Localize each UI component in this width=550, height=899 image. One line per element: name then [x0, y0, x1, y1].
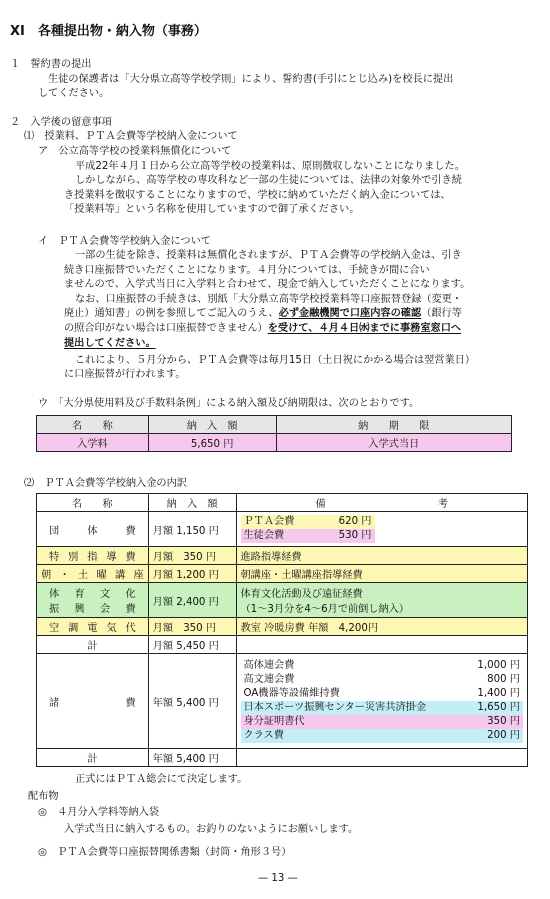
row-amount: 年額 5,400 円: [148, 749, 236, 767]
table-header-row: [37, 416, 512, 434]
table-row: [37, 654, 528, 749]
header-remarks: 備 考: [236, 494, 528, 512]
header-deadline: 納 期 限: [276, 416, 511, 434]
table-header-row: [37, 494, 528, 512]
fee-amount: 5,650 円: [148, 434, 276, 452]
row-amount: 月額 1,150 円: [148, 512, 236, 547]
remark-item: クラス費 200 円: [241, 729, 524, 743]
admission-fee-table: [36, 415, 512, 452]
row-remarks: 体育文化活動及び遠征経費 （1～3月分を4～6月で前倒し納入）: [236, 583, 528, 618]
distribution-item-desc: 入学式当日に納入するもの。お釣りのないようにお願いします。: [64, 824, 359, 835]
remark-item: ＰＴＡ会費 620 円: [241, 515, 375, 529]
header-amount: 納 入 額: [148, 494, 236, 512]
row-amount: 年額 5,400 円: [148, 654, 236, 749]
bank-confirm-emphasis: 必ず金融機関で口座内容の確認: [278, 308, 422, 319]
item-u-heading: ウ 「大分県使用料及び手数料条例」による納入額及び納期限は、次のとおりです。: [38, 398, 420, 409]
header-name: 名 称: [37, 494, 149, 512]
item-a-line: 平成22年４月１日から公立高等学校の授業料は、原則徴収しないことになりました。: [75, 161, 465, 172]
row-name: 体育文化 振興会費: [37, 583, 149, 618]
table-row: [37, 512, 528, 547]
submit-emphasis: 提出してください。: [64, 338, 156, 349]
row-amount: 月額 350 円: [148, 547, 236, 565]
item-i-line: の照合印がない場合は口座振替できません）を受けて、４月４日㈬までに事務室窓口へ: [64, 323, 462, 334]
item-i-line: ませんので、入学式当日に入学料と合わせて、現金で納入していただくことになります。: [64, 279, 471, 290]
row-remarks: 教室 冷暖房費 年額 4,200円: [236, 618, 528, 636]
pta-fee-breakdown-table: [36, 493, 528, 767]
item-i-line: 廃止）通知書」の例を参照してご記入のうえ、必ず金融機関で口座内容の確認（銀行等: [64, 308, 462, 319]
item-a-heading: ア 公立高等学校の授業料無償化について: [38, 146, 232, 157]
remark-item: 生徒会費 530 円: [241, 529, 375, 543]
item-i-line: に口座振替が行われます。: [64, 369, 186, 380]
subsection-1-heading: ⑴ 授業料、ＰＴＡ会費等学校納入金について: [24, 131, 238, 142]
distribution-item: ◎ ４月分入学料等納入袋: [38, 807, 159, 818]
table-row: [37, 749, 528, 767]
remark-item: OA機器等設備維持費 1,400 円: [243, 688, 520, 699]
item-i-line: 続き口座振替でいただくことになります。４月分については、手続きが間に合い: [64, 265, 430, 276]
row-amount: 月額 350 円: [148, 618, 236, 636]
row-remarks: [236, 512, 528, 547]
row-remarks: [236, 749, 528, 767]
deadline-emphasis: を受けて、４月４日㈬までに事務室窓口へ: [267, 323, 462, 334]
remark-item: 高体連会費 1,000 円: [243, 660, 520, 671]
item-a-line: しかしながら、高等学校の専攻科など一部の生徒については、法律の対象外で引き続: [75, 175, 462, 186]
item-i-heading: イ ＰＴＡ会費等学校納入金について: [38, 236, 211, 247]
header-amount: 納 入 額: [148, 416, 276, 434]
table-row: [37, 547, 528, 565]
row-name: 空調電気代: [37, 618, 149, 636]
row-name: 計: [37, 636, 149, 654]
fee-deadline: 入学式当日: [276, 434, 511, 452]
section-2-heading: ２ 入学後の留意事項: [10, 117, 112, 128]
table-row: [37, 434, 512, 452]
section-1-line: してください。: [38, 88, 110, 99]
table-row: [37, 565, 528, 583]
remark-item: 身分証明書代 350 円: [241, 715, 524, 729]
distribution-heading: 配布物: [28, 791, 59, 802]
row-amount: 月額 2,400 円: [148, 583, 236, 618]
table-row: [37, 583, 528, 618]
page-number: — 13 —: [258, 873, 298, 884]
row-name: 諸費: [37, 654, 149, 749]
row-amount: 月額 5,450 円: [148, 636, 236, 654]
row-name: 計: [37, 749, 149, 767]
distribution-item: ◎ ＰＴＡ会費等口座振替関係書類（封筒・角形３号）: [38, 847, 292, 858]
item-i-line: 一部の生徒を除き、授業料は無償化されますが、ＰＴＡ会費等の学校納入金は、引き: [75, 250, 462, 261]
row-name: 特別指導費: [37, 547, 149, 565]
row-remarks: [236, 636, 528, 654]
subsection-2-heading: ⑵ ＰＴＡ会費等学校納入金の内訳: [24, 478, 187, 489]
row-remarks: 進路指導経費: [236, 547, 528, 565]
item-i-line: これにより、５月分から、ＰＴＡ会費等は毎月15日（土日祝にかかる場合は翌営業日）: [75, 355, 476, 366]
row-name: 朝・土曜講座: [37, 565, 149, 583]
row-remarks: 朝講座・土曜講座指導経費: [236, 565, 528, 583]
header-name: 名 称: [37, 416, 149, 434]
item-a-line: き授業料を徴収することになりますので、学校に納めていただく納入金については、: [64, 190, 451, 201]
fee-name: 入学料: [37, 434, 149, 452]
remark-item: 高文連会費 800 円: [243, 674, 520, 685]
row-remarks: [236, 654, 528, 749]
table-row: [37, 618, 528, 636]
page-title: XI 各種提出物・納入物（事務）: [10, 24, 207, 39]
row-amount: 月額 1,200 円: [148, 565, 236, 583]
remark-item: 日本スポーツ振興センター災害共済掛金 1,650 円: [241, 701, 524, 715]
final-note: 正式にはＰＴＡ総会にて決定します。: [75, 774, 248, 785]
item-a-line: 「授業料等」という名称を使用していますので御了承ください。: [64, 204, 360, 215]
item-i-line: なお、口座振替の手続きは、別紙「大分県立高等学校授業料等口座振替登録（変更・: [75, 294, 463, 305]
section-1-heading: １ 誓約書の提出: [10, 59, 92, 70]
table-row: [37, 636, 528, 654]
row-name: 団体費: [37, 512, 149, 547]
section-1-line: 生徒の保護者は「大分県立高等学校学則」により、誓約書(手引にとじ込み)を校長に提出: [48, 74, 454, 85]
